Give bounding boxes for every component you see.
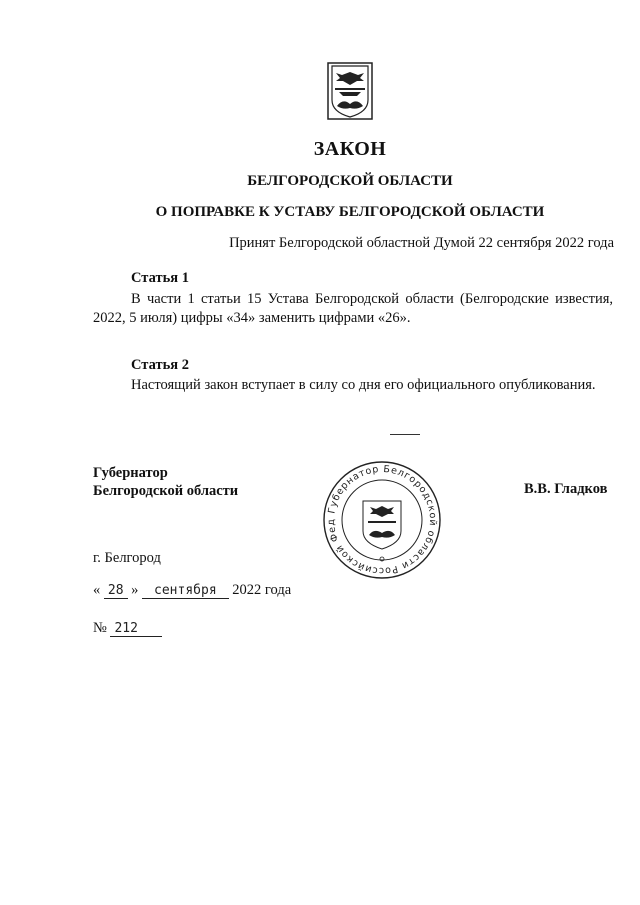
law-number <box>93 620 162 637</box>
adoption-note: Принят Белгородской областной Думой 22 сентября 2022 года <box>229 235 614 251</box>
date-day: 28 <box>104 583 128 599</box>
document-subject: О ПОПРАВКЕ К УСТАВУ БЕЛГОРОДСКОЙ ОБЛАСТИ <box>155 204 545 220</box>
governor-title: Губернатор <box>93 465 168 481</box>
document-region: БЕЛГОРОДСКОЙ ОБЛАСТИ <box>247 173 453 189</box>
signing-date <box>93 582 291 599</box>
official-seal <box>321 459 443 581</box>
date-year: 2022 года <box>232 582 292 598</box>
article-1-body: В части 1 статьи 15 Устава Белгородской области (Белгородские известия, 2022, 5 июля) цифры «34» заменить цифрами «26». <box>93 291 613 326</box>
article-2-text <box>93 376 613 395</box>
seal-shield-icon <box>363 501 401 549</box>
signatory-name: В.В. Гладков <box>524 481 608 497</box>
seal-ring-text: Губернатор Белгородской области Российской Фед <box>325 463 439 577</box>
article-1-text <box>93 290 613 328</box>
article-2-heading: Статья 2 <box>131 357 189 373</box>
coat-of-arms-emblem <box>327 62 373 120</box>
article-2-body: Настоящий закон вступает в силу со дня его официального опубликования. <box>131 377 596 393</box>
governor-region: Белгородской области <box>93 483 239 499</box>
date-month: сентября <box>142 583 229 599</box>
date-open-quote: « <box>93 582 101 598</box>
place-of-signing: г. Белгород <box>93 550 161 566</box>
number-prefix: № <box>93 620 107 636</box>
number-value: 212 <box>110 621 161 637</box>
separator-line <box>390 434 420 435</box>
date-close-quote: » <box>131 582 139 598</box>
document-title: ЗАКОН <box>313 138 387 160</box>
article-1-heading: Статья 1 <box>131 270 189 286</box>
